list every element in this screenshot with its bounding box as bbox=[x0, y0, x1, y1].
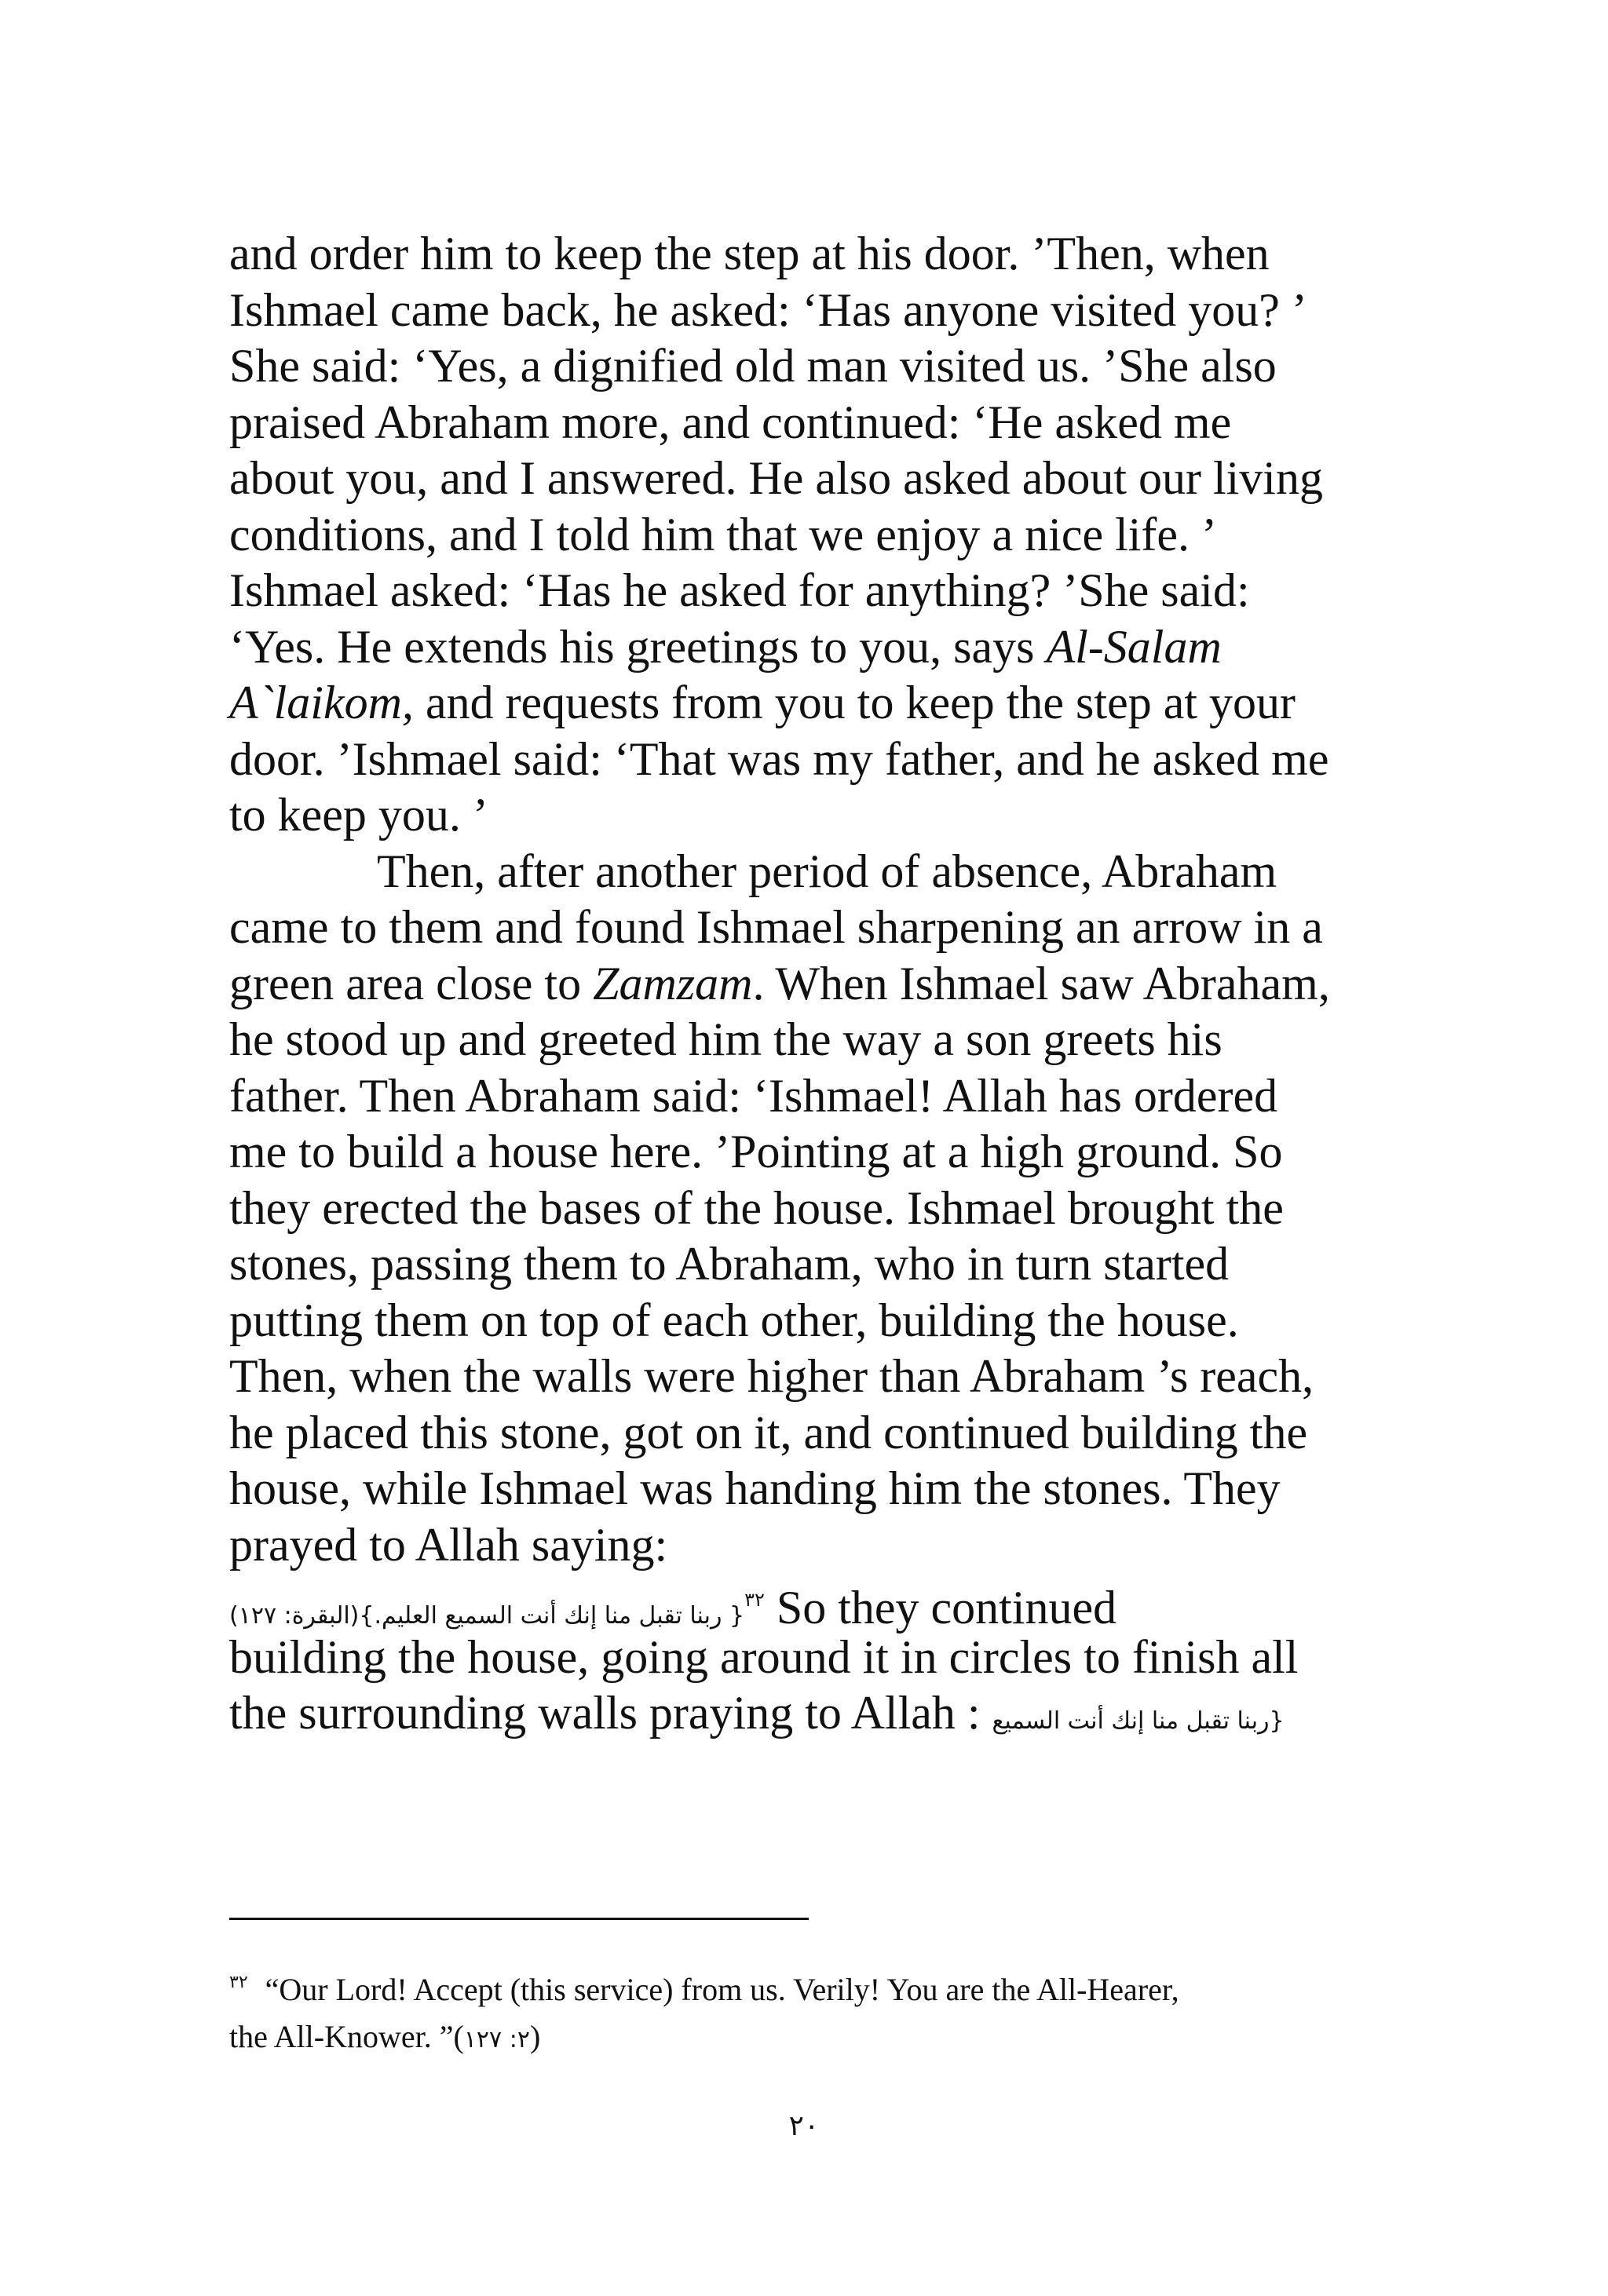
footnote-separator bbox=[229, 1918, 809, 1920]
text-line: they erected the bases of the house. Ishmael brought the bbox=[229, 1181, 1284, 1234]
text-line: door. ’Ishmael said: ‘That was my father, and he asked me bbox=[229, 732, 1329, 785]
text-line bbox=[229, 956, 1383, 1013]
text-line: building the house, going around it in circles to finish all bbox=[229, 1630, 1299, 1683]
text-run: the surrounding walls praying to Allah : bbox=[229, 1687, 992, 1739]
text-line bbox=[229, 844, 1383, 900]
text-line: prayed to Allah saying: bbox=[229, 1518, 668, 1571]
italic-term: A`laikom, bbox=[229, 677, 414, 728]
text-line: and order him to keep the step at his door. ’Then, when bbox=[229, 228, 1270, 279]
text-line: house, while Ishmael was handing him the stones. They bbox=[229, 1462, 1281, 1514]
text-line: about you, and I answered. He also asked about our living bbox=[229, 452, 1323, 504]
text-line: She said: ‘Yes, a dignified old man visited us. ’She also bbox=[229, 340, 1277, 392]
footnote-citation: ٢: ١٢٧ bbox=[463, 2026, 530, 2053]
text-line: to keep you. ’ bbox=[229, 789, 488, 841]
text-line: he placed this stone, got on it, and continued building the bbox=[229, 1406, 1308, 1458]
text-line: stones, passing them to Abraham, who in turn started bbox=[229, 1238, 1230, 1290]
text-line: conditions, and I told him that we enjoy a nice life. ’ bbox=[229, 508, 1218, 560]
text-line bbox=[229, 619, 1383, 676]
text-line: putting them on top of each other, building the house. bbox=[229, 1294, 1239, 1346]
text-run: So they continued bbox=[764, 1582, 1117, 1633]
text-line: Ishmael came back, he asked: ‘Has anyone visited you? ’ bbox=[229, 283, 1307, 336]
text-run: Then, after another period of absence, Abraham bbox=[377, 845, 1277, 897]
text-line: father. Then Abraham said: ‘Ishmael! Allah has ordered bbox=[229, 1069, 1278, 1122]
text-run: and requests from you to keep the step at your bbox=[413, 677, 1296, 728]
body-text bbox=[229, 226, 1383, 1742]
footnote-line bbox=[229, 2013, 1383, 2064]
text-line: me to build a house here. ’Pointing at a high ground. So bbox=[229, 1126, 1283, 1177]
text-line bbox=[229, 1573, 1383, 1633]
text-line: praised Abraham more, and continued: ‘He asked me bbox=[229, 396, 1232, 448]
italic-term: Zamzam bbox=[593, 957, 753, 1009]
footnote-text: “Our Lord! Accept (this service) from us. Verily! You are the All-Hearer, bbox=[265, 1972, 1179, 2007]
footnote-text: the All-Knower. ”( bbox=[229, 2019, 464, 2054]
arabic-quran-verse: {ربنا تقبل منا إنك أنت السميع bbox=[992, 1707, 1285, 1735]
page-number: ٢٠ bbox=[788, 2110, 820, 2142]
text-line: came to them and found Ishmael sharpening an arrow in a bbox=[229, 901, 1323, 953]
text-line: Then, when the walls were higher than Abraham ’s reach, bbox=[229, 1350, 1314, 1402]
footnote-line bbox=[229, 1959, 1383, 2013]
text-line: he stood up and greeted him the way a son greets his bbox=[229, 1013, 1222, 1065]
footnote-text: ) bbox=[529, 2019, 541, 2054]
text-run: ‘Yes. He extends his greetings to you, says bbox=[229, 620, 1047, 673]
text-line bbox=[229, 675, 1383, 732]
footnote-marker: ٣٢ bbox=[229, 1973, 248, 1992]
text-line: Ishmael asked: ‘Has he asked for anything? ’She said: bbox=[229, 564, 1250, 616]
arabic-quran-verse: { ربنا تقبل منا إنك أنت السميع العليم.}(البقرة: ١٢٧) bbox=[229, 1602, 745, 1630]
footnote bbox=[229, 1959, 1383, 2064]
text-run: green area close to bbox=[229, 957, 594, 1009]
footnote-reference: ٣٢ bbox=[744, 1590, 765, 1611]
italic-term: Al-Salam bbox=[1046, 620, 1222, 673]
text-line bbox=[229, 1685, 1383, 1742]
text-run: . When Ishmael saw Abraham, bbox=[752, 957, 1330, 1009]
